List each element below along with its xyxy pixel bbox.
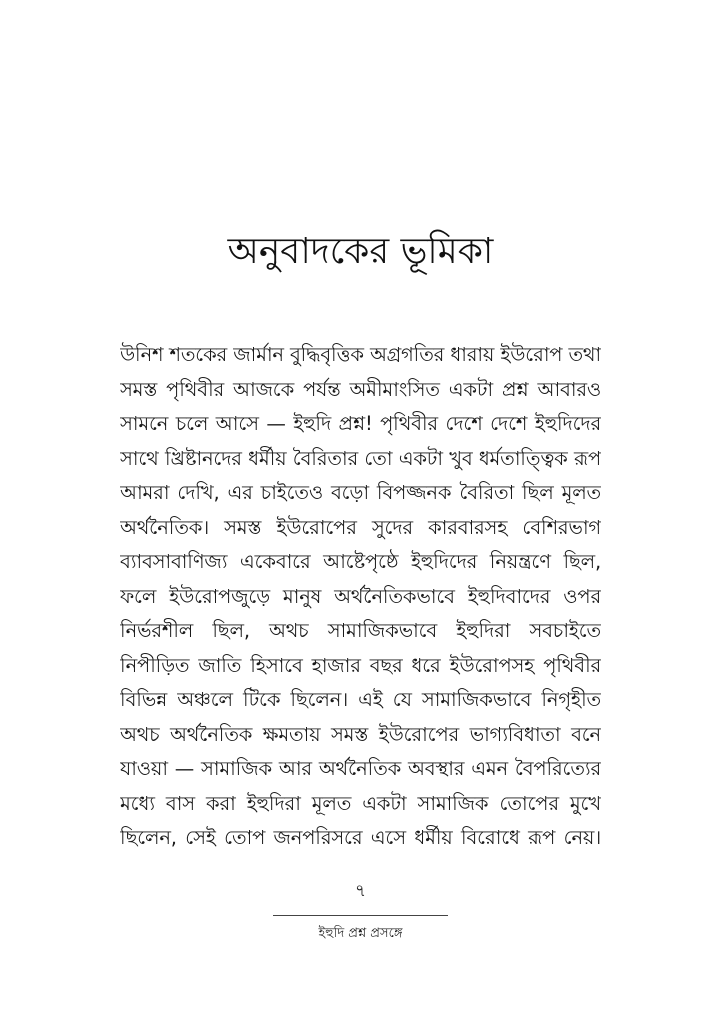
paragraph-line: সামনে চলে আসে — ইহুদি প্রশ্ন! পৃথিবীর দেশে দেশে ইহুদিদের [120,412,601,435]
running-footer: ইহুদি প্রশ্ন প্রসঙ্গে [318,926,403,941]
paragraph-line: যাওয়া — সামাজিক আর অর্থনৈতিক অবস্থার এমন বৈপরিত্যের [120,757,601,780]
paragraph-line: উনিশ শতকের জার্মান বুদ্ধিবৃত্তিক অগ্রগতির ধারায় ইউরোপ তথা [120,343,601,366]
paragraph-line: সাথে খ্রিষ্টানদের ধর্মীয় বৈরিতার তো একটা খুব ধর্মতাত্ত্বিক রূপ [120,446,601,470]
paragraph-line: বিভিন্ন অঞ্চলে টিকে ছিলেন। এই যে সামাজিকভাবে নিগৃহীত [120,688,601,711]
paragraph-line: অথচ অর্থনৈতিক ক্ষমতায় সমস্ত ইউরোপের ভাগ্যবিধাতা বনে [120,722,601,746]
paragraph-line: আমরা দেখি, এর চাইতেও বড়ো বিপজ্জনক বৈরিতা ছিল মূলত [120,481,601,504]
paragraph-line: মধ্যে বাস করা ইহুদিরা মূলত একটা সামাজিক তোপের মুখে [120,791,601,815]
footer-divider [273,915,448,916]
page-number: ৭ [354,881,367,901]
chapter-title: অনুবাদকের ভূমিকা [227,231,494,272]
paragraph-line: ছিলেন, সেই তোপ জনপরিসরে এসে ধর্মীয় বিরোধে রূপ নেয়। [120,826,601,849]
paragraph-line: ব্যাবসাবাণিজ্য একেবারে আষ্টেপৃষ্ঠে ইহুদিদের নিয়ন্ত্রণে ছিল, [120,550,601,573]
paragraph-line: নিপীড়িত জাতি হিসাবে হাজার বছর ধরে ইউরোপসহ পৃথিবীর [120,653,601,677]
body-paragraph [120,338,601,856]
paragraph-line: নির্ভরশীল ছিল, অথচ সামাজিকভাবে ইহুদিরা সবচাইতে [120,619,601,642]
paragraph-line: ফলে ইউরোপজুড়ে মানুষ অর্থনৈতিকভাবে ইহুদিবাদের ওপর [120,584,601,608]
paragraph-line: সমস্ত পৃথিবীর আজকে পর্যন্ত অমীমাংসিত একটা প্রশ্ন আবারও [120,377,601,401]
paragraph-line: অর্থনৈতিক। সমস্ত ইউরোপের সুদের কারবারসহ বেশিরভাগ [120,515,601,539]
